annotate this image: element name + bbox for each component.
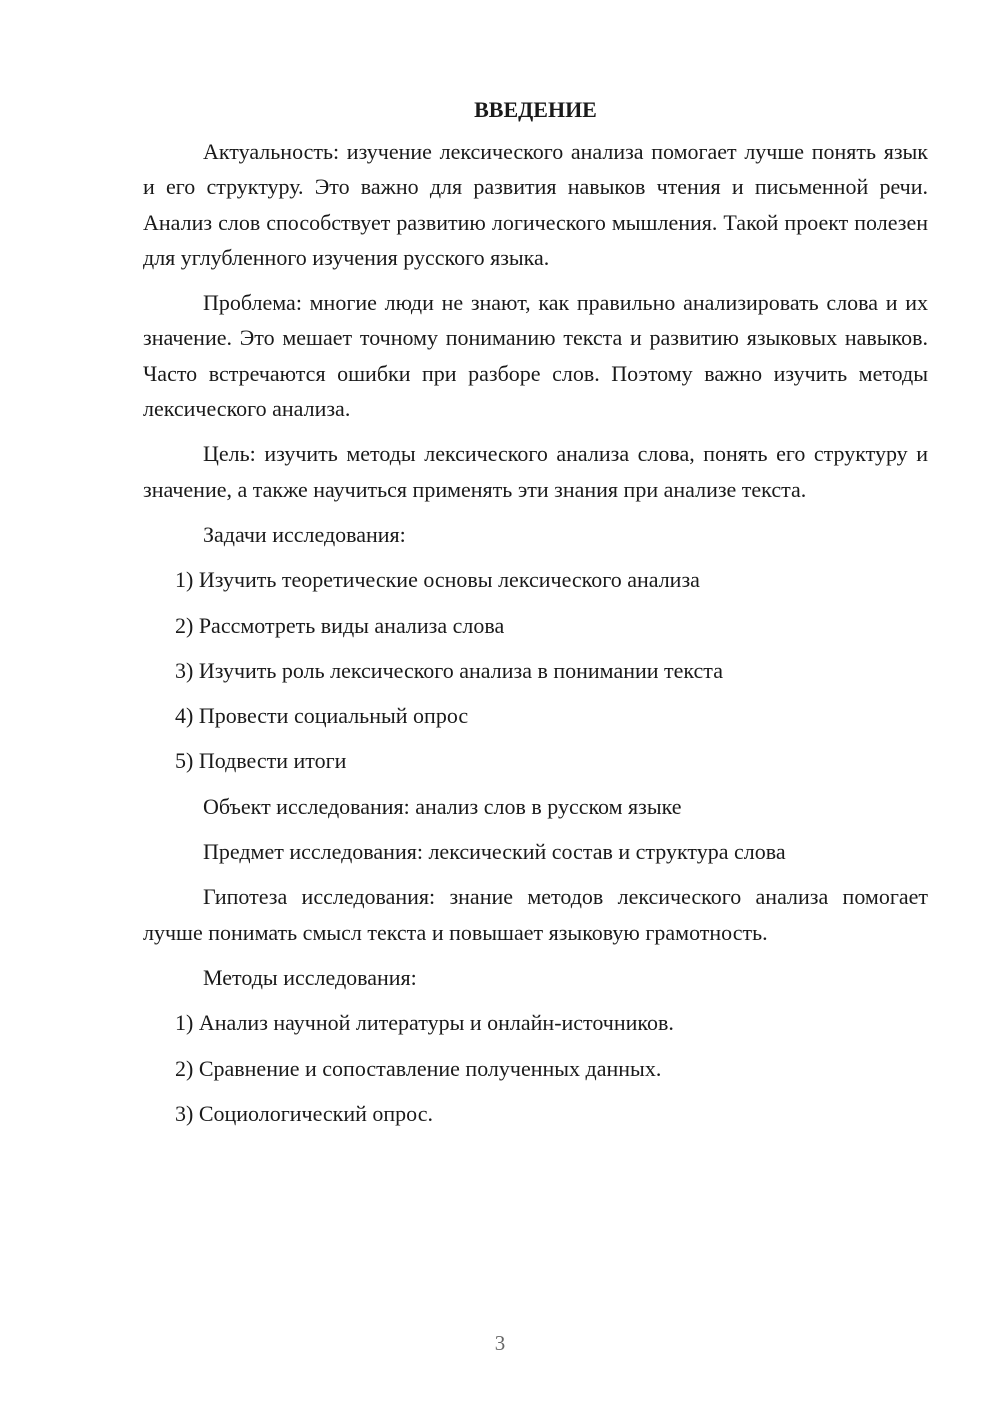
relevance-paragraph: Актуальность: изучение лексического анализа помогает лучше понять язык и его структуру. Это важно для развития навыков чтения и письменной речи. Анализ слов способствует развитию логического мышления. Такой проект полезен для углубленного изучения русского языка.	[143, 139, 928, 270]
method-item: 2) Сравнение и сопоставление полученных данных.	[175, 1055, 662, 1081]
method-item: 3) Социологический опрос.	[175, 1100, 433, 1126]
tasks-heading: Задачи исследования:	[203, 521, 406, 547]
methods-heading: Методы исследования:	[203, 964, 417, 990]
task-item: 2) Рассмотреть виды анализа слова	[175, 612, 505, 638]
page-number: 3	[494, 1331, 506, 1355]
research-object: Объект исследования: анализ слов в русском языке	[203, 793, 682, 819]
goal-paragraph: Цель: изучить методы лексического анализа слова, понять его структуру и значение, а также научиться применять эти знания при анализе текста.	[143, 441, 928, 502]
problem-paragraph: Проблема: многие люди не знают, как правильно анализировать слова и их значение. Это мешает точному пониманию текста и развитию языковых навыков. Часто встречаются ошибки при разборе слов. Поэтому важно изучить методы лексического анализа.	[143, 290, 928, 422]
task-item: 1) Изучить теоретические основы лексического анализа	[175, 567, 700, 593]
task-item: 3) Изучить роль лексического анализа в понимании текста	[175, 657, 723, 683]
task-item: 4) Провести социальный опрос	[175, 703, 469, 729]
method-item: 1) Анализ научной литературы и онлайн-источников.	[175, 1010, 674, 1036]
hypothesis-paragraph: Гипотеза исследования: знание методов лексического анализа помогает лучше понимать смысл текста и повышает языковую грамотность.	[143, 884, 928, 945]
page-title: ВВЕДЕНИЕ	[474, 97, 597, 122]
task-item: 5) Подвести итоги	[175, 748, 347, 774]
research-subject: Предмет исследования: лексический состав и структура слова	[203, 839, 786, 865]
document-page	[143, 92, 928, 1141]
